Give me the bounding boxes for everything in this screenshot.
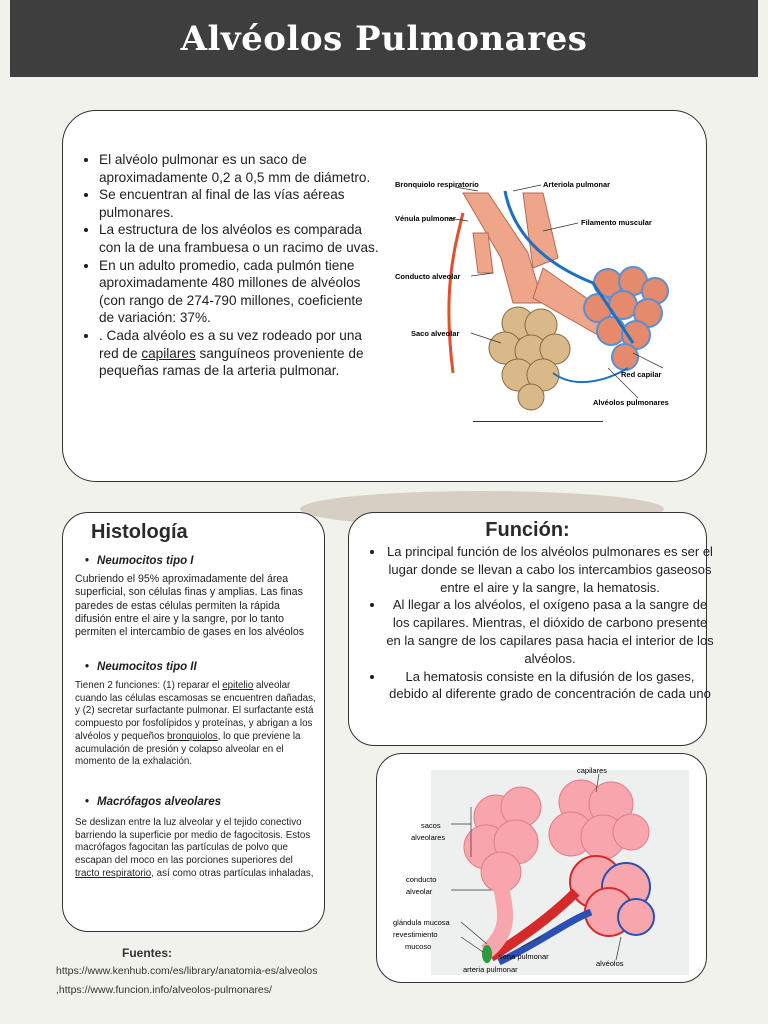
label-conducto: conducto (406, 875, 437, 884)
figure-divider (473, 421, 603, 422)
macrofagos-text (75, 817, 318, 881)
label-red: Red capilar (621, 370, 662, 379)
intro-list (79, 151, 379, 380)
funcion-title: Función: (485, 519, 570, 541)
label-arteria: arteria pulmonar (463, 965, 518, 974)
label-mucoso: mucoso (405, 942, 432, 951)
funcion-item: • La principal función de los alvéolos pulmonares es ser el lugar donde se llevan a cabo los intercambios gaseosos entre el aire y la sangre, la hematosis. (385, 543, 715, 596)
label-revestimiento: revestimiento (393, 930, 438, 939)
source-link-funcion[interactable]: ,https://www.funcion.info/alveolos-pulmonares/ (56, 984, 272, 996)
intro-item (99, 327, 379, 380)
histologia-card (62, 512, 325, 932)
neumocitos-tipo-2-heading: • Neumocitos tipo II (85, 661, 197, 673)
alveolar-sac (489, 307, 570, 410)
label-conducto: Conducto alveolar (395, 272, 461, 281)
label-alveolos: alvéolos (596, 959, 624, 968)
histo-text-part: Tienen 2 funciones: (1) reparar el (75, 680, 223, 691)
lung-anatomy-figure (393, 173, 683, 423)
label-filamento: Filamento muscular (581, 218, 652, 227)
funcion-card (348, 512, 714, 746)
intro-item: • La estructura de los alvéolos es comparada con la de una frambuesa o un racimo de uvas. (99, 221, 379, 256)
label-alveolar: alveolar (406, 887, 433, 896)
page-title: Alvéolos Pulmonares (10, 0, 758, 77)
alveoli-figure-card (376, 753, 707, 983)
tracto-respiratorio-link[interactable]: tracto respiratorio (75, 867, 152, 879)
label-venula: Vénula pulmonar (395, 214, 456, 223)
label-alveolares: alveolares (411, 833, 446, 842)
funcion-list (371, 543, 715, 703)
intro-item: • El alvéolo pulmonar es un saco de aproximadamente 0,2 a 0,5 mm de diámetro. (99, 151, 379, 186)
alveoli-figure (391, 762, 696, 976)
capillary-network (584, 267, 668, 370)
label-glandula: glándula mucosa (393, 918, 450, 927)
bronquiolos-link[interactable]: bronquiolos (167, 730, 218, 742)
neumocitos-tipo-1-heading: • Neumocitos tipo I (85, 555, 194, 567)
intro-item-text: sanguíneos proveniente de pequeñas ramas de la arteria pulmonar. (99, 345, 364, 379)
label-vena: vena pulmonar (499, 952, 549, 961)
intro-item: • En un adulto promedio, cada pulmón tiene aproximadamente 480 millones de alvéolos (con rango de 274-790 millones, coeficiente de variación: 37%. (99, 257, 379, 327)
histo-text-part: , así como otras partículas inhaladas, (151, 867, 314, 879)
capilares-link[interactable]: capilares (141, 345, 196, 361)
intro-item: • Se encuentran al final de las vías aéreas pulmonares. (99, 186, 379, 221)
label-sacos: sacos (421, 821, 441, 830)
sources-title: Fuentes: (122, 946, 173, 960)
label-arteriola: Arteriola pulmonar (543, 180, 611, 189)
histo-text-part: , lo que previene la acumulación de presión y colapso alveolar en el momento de la exhalación. (75, 730, 301, 768)
neumocitos-tipo-2-text (75, 680, 318, 769)
intro-card (62, 110, 707, 482)
label-capilares: capilares (577, 766, 608, 775)
epitelio-link[interactable]: epitelio (222, 680, 254, 691)
label-alveolos: Alvéolos pulmonares (593, 398, 669, 407)
label-bronquiolo: Bronquiolo respiratorio (395, 180, 479, 189)
histologia-title: Histología (91, 521, 188, 543)
histo-text-part: Se deslizan entre la luz alveolar y el tejido conectivo barriendo la superficie por medio de fagocitosis. Estos macrófagos fagocitan las partículas de polvo que escapan del moco en las porciones superiores del (75, 817, 311, 867)
neumocitos-tipo-1-text: Cubriendo el 95% aproximadamente del área superficial, son células finas y amplias. Las finas paredes de estas células permiten la rápida difusión entre el aire y la sangre, por lo tanto permiten el intercambio de gases en los alvéolos (75, 573, 305, 639)
macrofagos-heading: • Macrófagos alveolares (85, 796, 221, 808)
source-link-kenhub[interactable]: https://www.kenhub.com/es/library/anatomia-es/alveolos (56, 965, 318, 977)
intro-item-text: . Cada alvéolo es a su vez rodeado por una red de (99, 327, 362, 361)
histo-text-part: alveolar cuando las células escamosas se encuentren dañadas, y (2) secretar surfactante pulmonar. El surfactante está compuesto por fosfolípidos y proteínas, y abrigan a los alvéolos y pequeños (75, 680, 316, 742)
funcion-item: • Al llegar a los alvéolos, el oxígeno pasa a la sangre de los capilares. Mientras, el dióxido de carbono presente en la sangre de los capilares pasa hacia el interior de los alvéolos. (385, 596, 715, 667)
label-saco: Saco alveolar (411, 329, 460, 338)
funcion-item: • La hematosis consiste en la difusión de los gases, debido al diferente grado de concentración de cada uno (385, 668, 715, 704)
